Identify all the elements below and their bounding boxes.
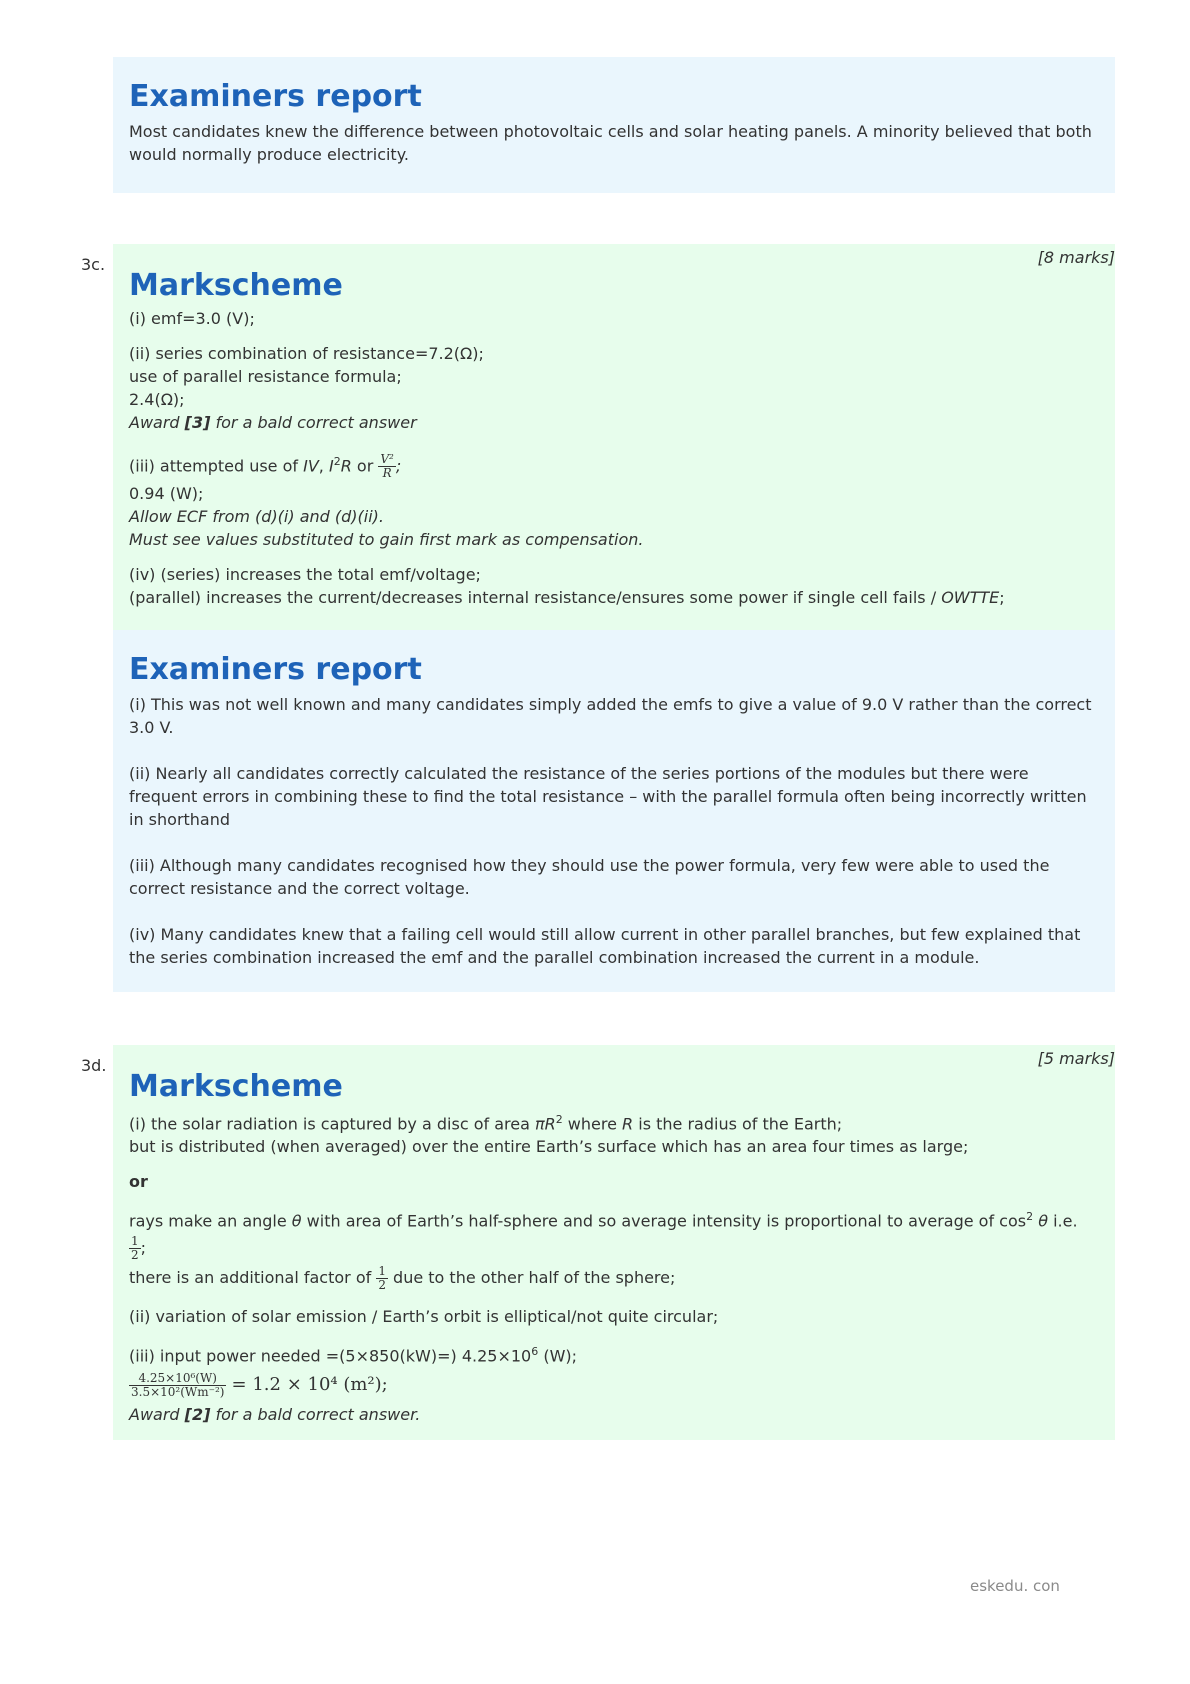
markscheme-3d [113, 1045, 1115, 1440]
markscheme-heading: Markscheme [129, 1069, 343, 1104]
markscheme-3c [113, 244, 1115, 630]
question-number-3c: 3c. [81, 255, 106, 274]
report-3c-p3: (iii) Although many candidates recognised how they should use the power formula, very few were able to used the correct resistance and the correct voltage. [129, 856, 1050, 898]
ms-3c-ii-award: Award [3] for a bald correct answer [129, 413, 417, 432]
question-number-3d: 3d. [81, 1056, 107, 1075]
ms-3c-iii-4: Must see values substituted to gain first mark as compensation. [129, 530, 644, 550]
ms-3d-or: or [129, 1172, 148, 1192]
marks-3c: [8 marks] [1037, 248, 1115, 267]
ms-3c-iii-3: Allow ECF from (d)(i) and (d)(ii). [129, 507, 384, 527]
ms-3c-iv-2: (parallel) increases the current/decreases internal resistance/ensures some power if single cell fails / OWTTE; [129, 588, 1005, 608]
ms-3d-award: Award [2] for a bald correct answer. [129, 1404, 421, 1424]
ms-3c-ii-1: (ii) series combination of resistance=7.2(Ω); [129, 344, 484, 363]
report-3c-p1: (i) This was not well known and many candidates simply added the emfs to give a value of 9.0 V rather than the correct 3.0 V. [129, 695, 1092, 737]
footer-site: eskedu. con [970, 1577, 1060, 1595]
ms-3d-i-3: rays make an angle θ with area of Earth’s half-sphere and so average intensity is proportional to average of $\cos^2 \theta$ i.e. [129, 1210, 1078, 1231]
report-3c-p4: (iv) Many candidates knew that a failing cell would still allow current in other parallel branches, but few explained that the series combination increased the emf and the parallel combination increased the current in a module. [129, 925, 1081, 967]
report-3c-p2: (ii) Nearly all candidates correctly calculated the resistance of the series portions of the modules but there were frequent errors in combining these to find the total resistance – with the parallel formula often being incorrectly written in shorthand [129, 764, 1087, 829]
area-fraction: $\frac{\text{4.25×10⁶(W)}}{\text{3.5×10²(Wm⁻²)}}$ [131, 1370, 225, 1399]
ms-3c-i: (i) emf=3.0 (V); [129, 309, 255, 328]
ms-3d-iii-equation: $\frac{\text{4.25×10⁶(W)}}{\text{3.5×10²(Wm⁻²)}}$ = 1.2 × 10⁴ (m²); [131, 1370, 388, 1399]
ms-3d-i-4: there is an additional factor of $\frac{1}{2}$ due to the other half of the sphere; [129, 1263, 676, 1292]
ms-3c-iv-1: (iv) (series) increases the total emf/voltage; [129, 565, 481, 585]
examiners-report-3c [113, 630, 1115, 992]
ms-3d-ii: (ii) variation of solar emission / Earth’s orbit is elliptical/not quite circular; [129, 1306, 719, 1326]
ms-3d-iii-1: (iii) input power needed =(5×850(kW)=) $4.25\times 10^6$ (W); [129, 1344, 578, 1365]
power-fraction: $\frac{\text{V²}}{R}$ [380, 452, 394, 481]
ms-3d-i-1: (i) the solar radiation is captured by a disc of area $\pi R^2$ where R is the radius of the Earth; [129, 1113, 843, 1134]
half-fraction: $\frac{1}{2}$ [131, 1233, 139, 1262]
ms-3d-i-3-frac: $\frac{1}{2}$ ; [131, 1233, 147, 1262]
marks-3d: [5 marks] [1037, 1049, 1115, 1068]
markscheme-heading: Markscheme [129, 268, 343, 303]
report-text: Most candidates knew the difference between photovoltaic cells and solar heating panels. A minority believed that both would normally produce electricity. [129, 122, 1092, 164]
report-heading: Examiners report [129, 79, 422, 114]
half-fraction: $\frac{1}{2}$ [378, 1263, 386, 1292]
examiners-report-3b [113, 57, 1115, 193]
ms-3c-ii-2: use of parallel resistance formula; [129, 367, 402, 386]
ms-3d-i-2: but is distributed (when averaged) over the entire Earth’s surface which has an area four times as large; [129, 1137, 969, 1157]
ms-3c-ii-3: 2.4(Ω); [129, 390, 185, 409]
report-heading: Examiners report [129, 652, 422, 687]
ms-3c-iii-2: 0.94 (W); [129, 484, 204, 504]
ms-3c-iii-1: (iii) attempted use of IV, $I^2R$ or $\frac{\text{V²}}{R}$ ; [129, 452, 402, 481]
